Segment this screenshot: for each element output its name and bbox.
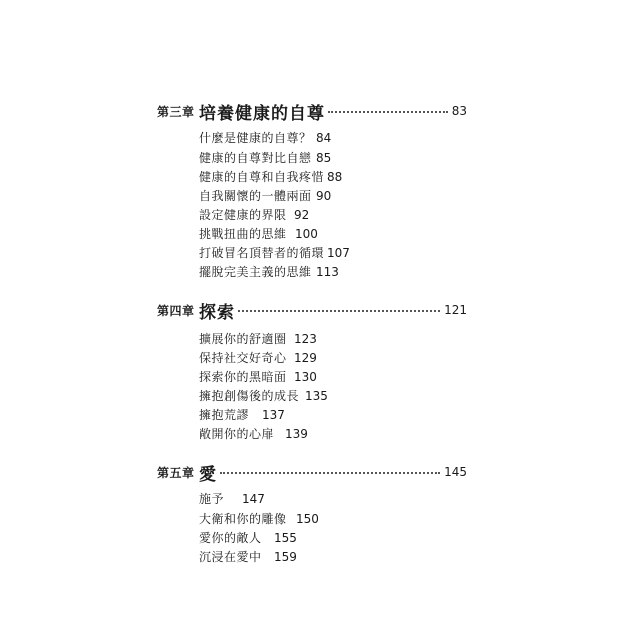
toc-entry — [199, 245, 350, 261]
chapter-heading — [157, 462, 467, 485]
dot-leader — [238, 310, 440, 312]
entry-page-number: 90 — [316, 189, 332, 203]
entry-title: 挑戰扭曲的思維 — [199, 227, 287, 241]
toc-entry — [199, 350, 317, 366]
entry-page-number: 130 — [294, 370, 317, 384]
chapter-heading — [157, 300, 467, 323]
entry-title: 自我關懷的一體兩面 — [199, 189, 312, 203]
entry-page-number: 150 — [296, 512, 319, 526]
entry-title: 探索你的黑暗面 — [199, 370, 287, 384]
entry-page-number: 123 — [294, 332, 317, 346]
toc-entry — [199, 169, 343, 185]
entry-page-number: 129 — [294, 351, 317, 365]
entry-page-number: 139 — [285, 427, 308, 441]
chapter-number: 第三章 — [157, 104, 195, 119]
toc-entry — [199, 549, 297, 565]
entry-page-number: 85 — [316, 151, 332, 165]
entry-page-number: 137 — [262, 408, 285, 422]
entry-title: 擺脫完美主義的思維 — [199, 265, 312, 279]
entry-title: 沉浸在愛中 — [199, 550, 262, 564]
chapter-title: 培養健康的自尊 — [199, 103, 325, 124]
entry-page-number: 155 — [274, 531, 297, 545]
dot-leader — [220, 472, 440, 474]
toc-entry — [199, 226, 318, 242]
entry-page-number: 88 — [327, 170, 343, 184]
entry-title: 什麼是健康的自尊？ — [199, 131, 312, 145]
toc-entry — [199, 491, 265, 507]
entry-title: 擴展你的舒適圈 — [199, 332, 287, 346]
toc-entry — [199, 388, 328, 404]
chapter-page-number: 83 — [451, 104, 467, 118]
toc-entry — [199, 369, 317, 385]
entry-title: 健康的自尊對比自戀 — [199, 151, 312, 165]
entry-title: 敞開你的心扉 — [199, 427, 275, 441]
entry-title: 擁抱荒謬 — [199, 408, 250, 422]
toc-entry — [199, 130, 332, 146]
toc-entry — [199, 530, 297, 546]
toc-entry — [199, 188, 332, 204]
toc-entry — [199, 264, 339, 280]
chapter-heading — [157, 101, 467, 124]
dot-leader — [328, 111, 448, 113]
entry-title: 愛你的敵人 — [199, 531, 262, 545]
entry-title: 擁抱創傷後的成長 — [199, 389, 300, 403]
toc-entry — [199, 407, 285, 423]
entry-title: 打破冒名頂替者的循環 — [199, 246, 325, 260]
entry-title: 大衛和你的雕像 — [199, 512, 287, 526]
chapter-title: 愛 — [199, 464, 217, 485]
entry-page-number: 135 — [305, 389, 328, 403]
chapter-title: 探索 — [199, 302, 235, 323]
entry-title: 設定健康的界限 — [199, 208, 287, 222]
entry-title: 施予 — [199, 492, 225, 506]
entry-title: 保持社交好奇心 — [199, 351, 287, 365]
toc-entry — [199, 331, 317, 347]
entry-page-number: 107 — [327, 246, 350, 260]
chapter-number: 第五章 — [157, 465, 195, 480]
entry-page-number: 92 — [294, 208, 310, 222]
entry-page-number: 113 — [316, 265, 339, 279]
chapter-page-number: 145 — [444, 465, 467, 479]
entry-page-number: 147 — [242, 492, 265, 506]
toc-entry — [199, 511, 319, 527]
entry-page-number: 84 — [316, 131, 332, 145]
toc-entry — [199, 426, 308, 442]
toc-entry — [199, 207, 310, 223]
chapter-page-number: 121 — [444, 303, 467, 317]
chapter-number: 第四章 — [157, 303, 195, 318]
toc-entry — [199, 150, 332, 166]
entry-page-number: 100 — [295, 227, 318, 241]
entry-title: 健康的自尊和自我疼惜 — [199, 170, 325, 184]
entry-page-number: 159 — [274, 550, 297, 564]
